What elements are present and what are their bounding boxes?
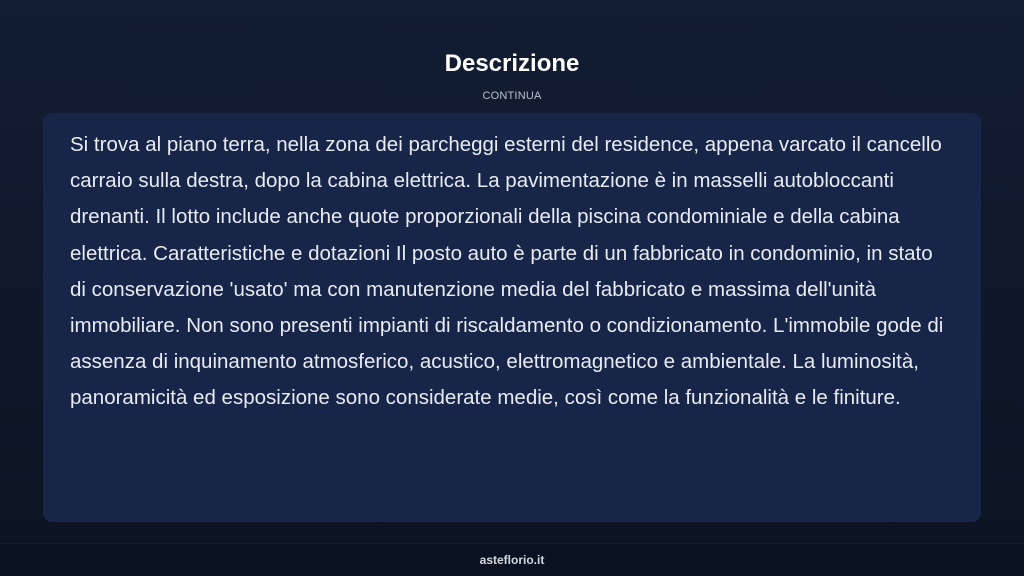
footer-brand: asteflorio.it [479,553,545,567]
description-text: Si trova al piano terra, nella zona dei parcheggi esterni del residence, appena varcato il cancello carraio sulla destra, dopo la cabina elettrica. La pavimentazione è in masselli autobloccanti drenanti. Il lotto include anche quote proporzionali della piscina condominiale e della cabina elettrica. Caratteristiche e dotazioni Il posto auto è parte di un fabbricato in condominio, in stato di conservazione 'usato' ma con manutenzione media del fabbricato e massima dell'unità immobiliare. Non sono presenti impianti di riscaldamento o condizionamento. L'immobile gode di assenza di inquinamento atmosferico, acustico, elettromagnetico e ambientale. La luminosità, panoramicità ed esposizione sono considerate medie, così come la funzionalità e le finiture. [70,133,944,410]
description-card [43,113,981,522]
footer-bar [0,543,1024,576]
continue-label: CONTINUA [482,90,542,102]
page-title: Descrizione [444,50,580,77]
